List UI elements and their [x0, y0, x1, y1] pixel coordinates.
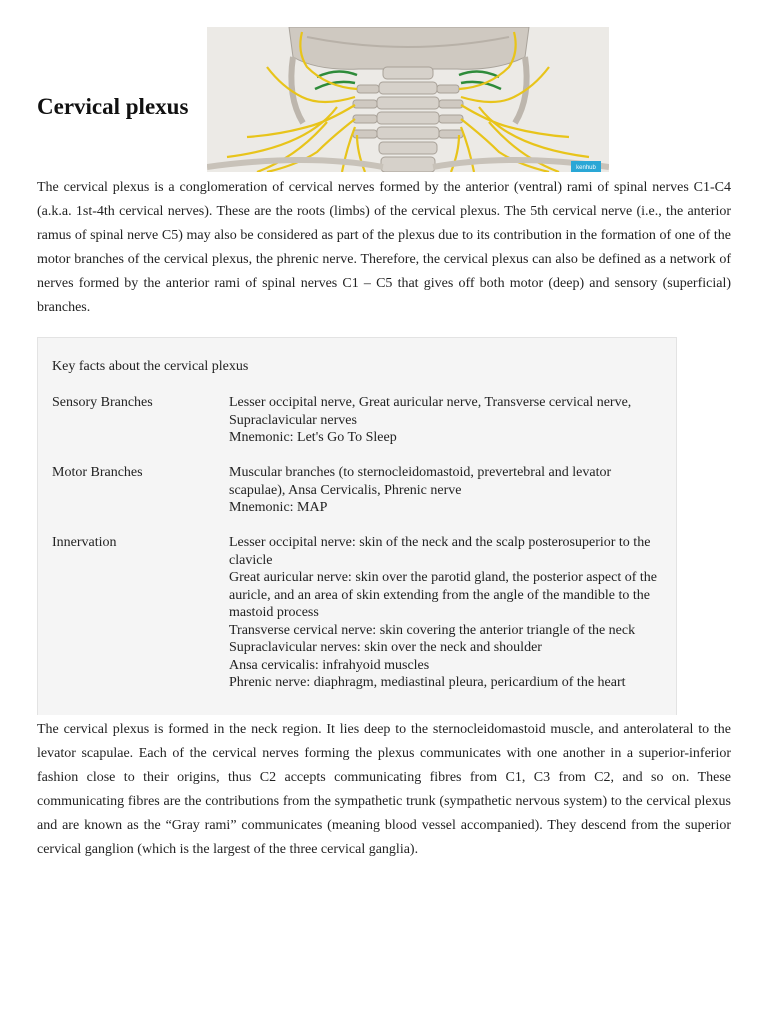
- key-facts-line: Ansa cervicalis: infrahyoid muscles: [229, 657, 430, 673]
- key-facts-line: Phrenic nerve: diaphragm, mediastinal pleura, pericardium of the heart: [229, 675, 626, 690]
- key-facts-box: [37, 337, 677, 715]
- key-facts-line: Lesser occipital nerve, Great auricular nerve, Transverse cervical nerve, Supraclavicular nerves: [229, 395, 632, 428]
- key-facts-line: Mnemonic: MAP: [229, 500, 328, 515]
- intro-paragraph: The cervical plexus is a conglomeration of cervical nerves formed by the anterior (ventral) rami of spinal nerves C1-C4 (a.k.a. 1st-4th cervical nerves). These are the roots (limbs) of the cervical plexus. The 5th cervical nerve (i.e., the anterior ramus of spinal nerve C5) may also be considered as part of the plexus due to its contribution in the formation of one of the motor branches of the cervical plexus, the phrenic nerve. Therefore, the cervical plexus can also be defined as a network of nerves formed by the anterior rami of spinal nerves C1 – C5 that gives off both motor (deep) and sensory (superficial) branches.: [37, 180, 731, 315]
- key-facts-value: [229, 464, 669, 517]
- anatomy-neck-illustration-icon: [207, 27, 609, 172]
- key-facts-line: Transverse cervical nerve: skin covering the anterior triangle of the neck: [229, 622, 636, 638]
- key-facts-line: Great auricular nerve: skin over the parotid gland, the posterior aspect of the auricle, and an area of skin extending from the angle of the mandible to the mastoid process: [229, 570, 658, 620]
- key-facts-label: Motor Branches: [52, 465, 143, 480]
- key-facts-label: Sensory Branches: [52, 395, 153, 410]
- key-facts-value: [229, 394, 669, 447]
- key-facts-label: Innervation: [52, 535, 117, 550]
- kenhub-badge: kenhub: [576, 165, 596, 171]
- key-facts-line: Muscular branches (to sternocleidomastoid, prevertebral and levator scapulae), Ansa Cervicalis, Phrenic nerve: [229, 465, 612, 498]
- key-facts-line: Mnemonic: Let's Go To Sleep: [229, 430, 397, 445]
- key-facts-value: [229, 534, 669, 692]
- key-facts-line: Lesser occipital nerve: skin of the neck and the scalp posterosuperior to the clavicle: [229, 535, 651, 568]
- cervical-plexus-illustration: [207, 27, 609, 172]
- key-facts-title: Key facts about the cervical plexus: [52, 359, 249, 374]
- formation-paragraph: The cervical plexus is formed in the neck region. It lies deep to the sternocleidomastoid muscle, and anterolateral to the levator scapulae. Each of the cervical nerves forming the plexus communicates with one another in a superior-inferior fashion close to their origins, thus C2 accepts communicating fibres from C1, C3 from C2, and so on. These communicating fibres are the contributions from the sympathetic trunk (sympathetic nervous system) to the cervical plexus and are known as the “Gray rami” communicates (meaning blood vessel accompanied). They descend from the superior cervical ganglion (which is the largest of the three cervical ganglia).: [37, 722, 731, 857]
- page-title: Cervical plexus: [37, 94, 189, 119]
- key-facts-line: Supraclavicular nerves: skin over the neck and shoulder: [229, 640, 542, 655]
